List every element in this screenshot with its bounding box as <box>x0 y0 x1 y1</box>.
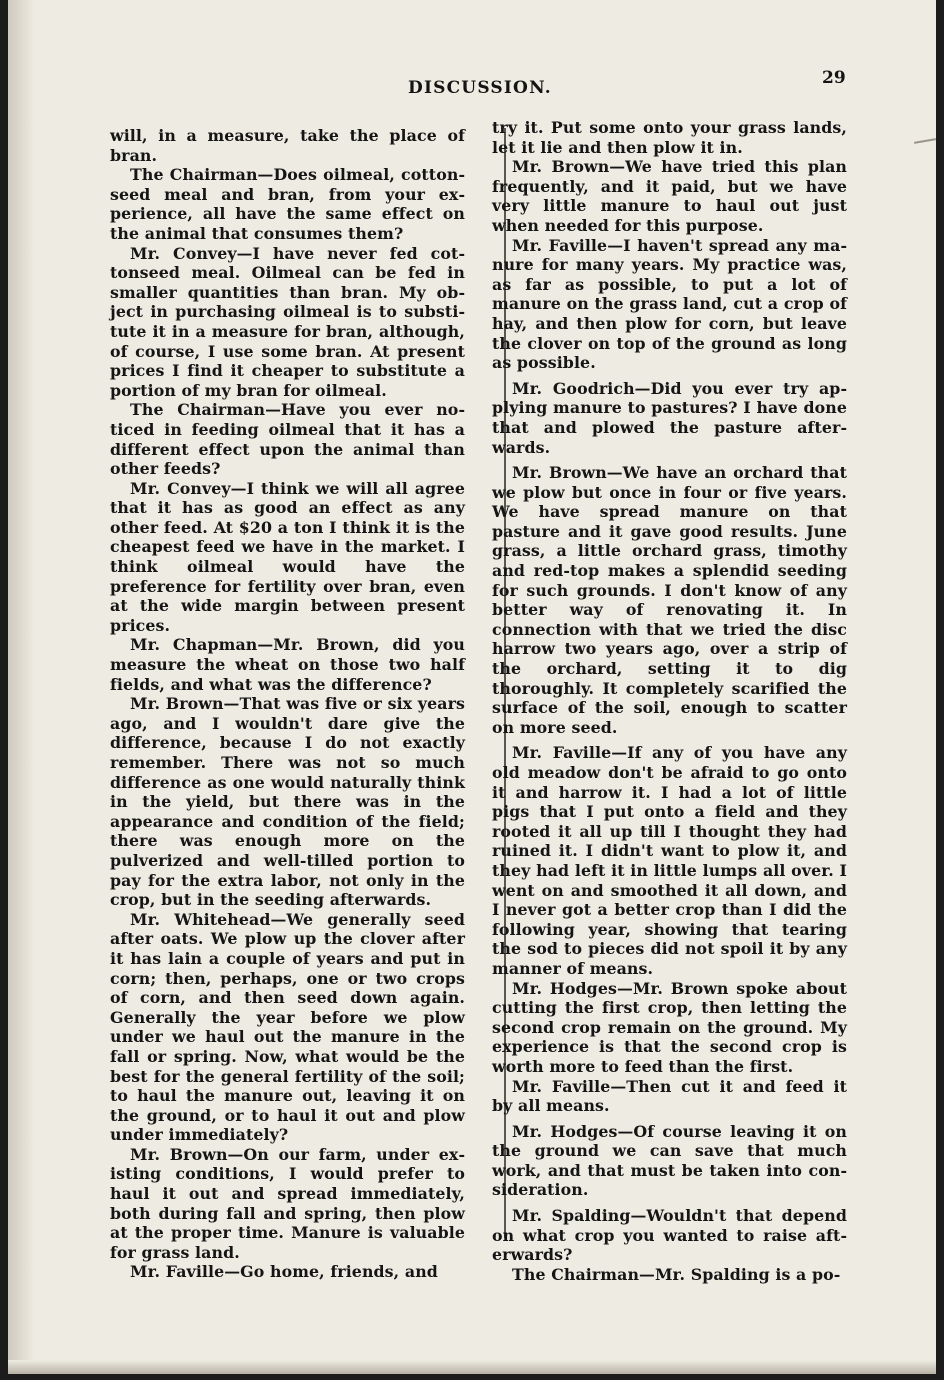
book-page <box>8 0 936 1374</box>
paragraph: Mr. Brown—We have an orchard that we plow but once in four or five years. We have spread manure on that pasture and it gave good results. June grass, a little orchard grass, timothy and red-top makes a splendid seeding for such grounds. I don't know of any better way of renovating it. In connection with that we tried the disc harrow two years ago, over a strip of the orchard, setting it to dig thoroughly. It completely scarified the surface of the soil, enough to scatter on more seed. <box>492 463 847 737</box>
running-title: DISCUSSION. <box>408 78 552 98</box>
paragraph: Mr. Spalding—Wouldn't that depend on what crop you wanted to raise afterwards? <box>492 1206 847 1265</box>
paragraph: Mr. Brown—On our farm, under existing conditions, I would prefer to haul it out and spread immediately, both during fall and spring, then plow at the proper time. Manure is valuable for grass land. <box>110 1144 465 1262</box>
paragraph: Mr. Faville—If any of you have any old meadow don't be afraid to go onto it and harrow it. I had a lot of little pigs that I put onto a field and they rooted it all up till I thought they had ruined it. I didn't want to plow it, and they had left it in little lumps all over. I went on and smoothed it all down, and I never got a better crop than I did the following year, showing that tearing the sod to pieces did not spoil it by any manner of means. <box>492 743 847 978</box>
paragraph: Mr. Convey—I think we will all agree that it has as good an effect as any other feed. At $20 a ton I think it is the cheapest feed we have in the market. I think oilmeal would have the preference for fertility over bran, even at the wide margin between present prices. <box>110 478 465 635</box>
page-spine-shadow <box>8 0 34 1374</box>
page-number: 29 <box>822 68 846 88</box>
paragraph: Mr. Goodrich—Did you ever try applying manure to pastures? I have done that and plowed the pasture afterwards. <box>492 378 847 457</box>
paragraph: The Chairman—Mr. Spalding is a po- <box>512 1264 841 1284</box>
paragraph: Mr. Convey—I have never fed cottonseed meal. Oilmeal can be fed in smaller quantities than bran. My object in purchasing oilmeal is to substitute it in a measure for bran, although, of course, I use some bran. At present prices I find it cheaper to substitute a portion of my bran for oilmeal. <box>110 243 465 400</box>
paragraph: The Chairman—Does oilmeal, cottonseed meal and bran, from your experience, all have the same effect on the animal that consumes them? <box>110 165 465 243</box>
paragraph: Mr. Faville—I haven't spread any manure for many years. My practice was, as far as possible, to put a lot of manure on the grass land, cut a crop of hay, and then plow for corn, but leave the clover on top of the ground as long as possible. <box>492 235 847 373</box>
right-column <box>492 118 847 1284</box>
page-header <box>8 68 936 102</box>
paragraph: Mr. Chapman—Mr. Brown, did you measure the wheat on those two half fields, and what was the difference? <box>110 635 465 694</box>
paragraph: Mr. Faville—Go home, friends, and <box>130 1262 438 1282</box>
paragraph: The Chairman—Have you ever noticed in feeding oilmeal that it has a different effect upon the animal than other feeds? <box>110 400 465 479</box>
paragraph: try it. Put some onto your grass lands, let it lie and then plow it in. <box>492 118 847 157</box>
paragraph: Mr. Faville—Then cut it and feed it by all means. <box>492 1076 847 1116</box>
paragraph: will, in a measure, take the place of bran. <box>110 126 465 165</box>
paragraph: Mr. Hodges—Of course leaving it on the ground we can save that much work, and that must be taken into consideration. <box>492 1121 847 1200</box>
margin-mark <box>914 138 936 144</box>
paragraph: Mr. Brown—We have tried this plan frequently, and it paid, but we have very little manure to haul out just when needed for this purpose. <box>492 157 847 235</box>
left-column <box>110 126 465 1282</box>
paragraph: Mr. Brown—That was five or six years ago, and I wouldn't dare give the difference, because I do not exactly remember. There was not so much difference as one would naturally think in the yield, but there was in the appearance and condition of the field; there was enough more on the pulverized and well-tilled portion to pay for the extra labor, not only in the crop, but in the seeding afterwards. <box>110 694 465 910</box>
page-bottom-edge <box>8 1360 936 1374</box>
paragraph: Mr. Whitehead—We generally seed after oats. We plow up the clover after it has lain a couple of years and put in corn; then, perhaps, one or two crops of corn, and then seed down again. Generally the year before we plow under we haul out the manure in the fall or spring. Now, what would be the best for the general fertility of the soil; to haul the manure out, leaving it on the ground, or to haul it out and plow under immediately? <box>110 909 465 1145</box>
paragraph: Mr. Hodges—Mr. Brown spoke about cutting the first crop, then letting the second crop remain on the ground. My experience is that the second crop is worth more to feed than the first. <box>492 978 847 1076</box>
